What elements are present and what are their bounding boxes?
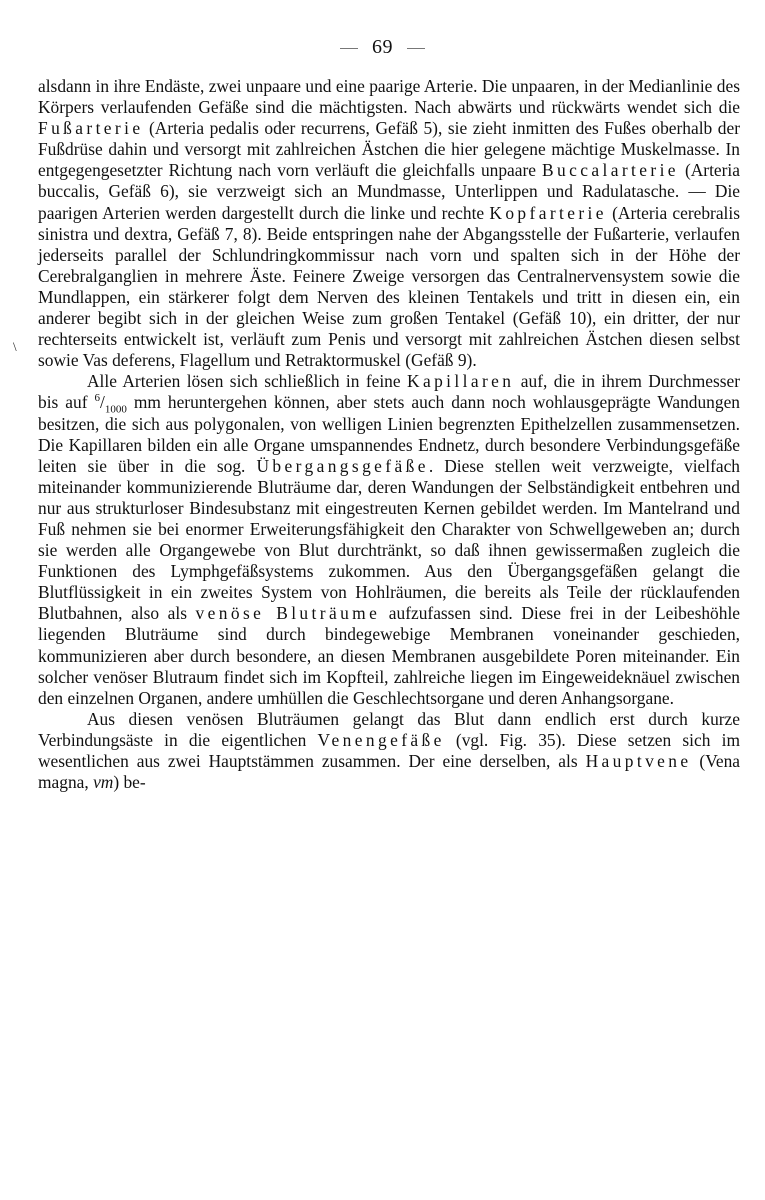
text-run: mm heruntergehen können, aber stets auch dann noch wohlausgeprägte Wandungen besitzen, die sich aus polygonalen, von welligen Linien begrenzten Epithelzellen zusammensetzen. Die Kapillaren bilden ein alle Organe umspannendes Endnetz, durch besondere Verbindungsgefäße leiten sie über in die sog. <box>38 392 740 476</box>
text-run: (Arteria pedalis oder recurrens, Gefäß 5), sie zieht inmitten des Fußes oberhalb der Fußdrüse dahin und versorgt mit zahlreichen Ästchen die hier gelegene mächtige Muskelmasse. In entgegengesetzter Richtung nach vorn verläuft die gleichfalls unpaare <box>38 118 740 181</box>
text-run: (vgl. Fig. 35). Diese setzen sich im wesentlichen aus zwei Hauptstämmen zusammen. Der eine derselben, als <box>38 729 740 771</box>
text-run: / <box>100 392 105 413</box>
text-run: aufzufassen sind. Diese frei in der Leibeshöhle liegenden Bluträume sind durch bindegewebige Membranen voneinander geschieden, kommunizieren aber durch besondere, an diesen Membranen ausgebildete Poren miteinander. Ein solcher venöser Blutraum findet sich im Kopfteil, zahlreiche liegen im Eingeweideknäuel zwischen den einzelnen Organen, andere umhüllen die Geschlechtsorgane und deren Anhangsorgane. <box>38 603 741 708</box>
text-run: . Diese stellen weit verzweigte, vielfach miteinander kommunizierende Bluträume dar, deren Wandungen der Selbständigkeit entbehren und nur aus strukturloser Bindesubstanz mit eingestreuten Kernen gebildet werden. Im Mantelrand und Fuß nehmen sie bei enormer Erweiterungsfähigkeit den Charakter von Schwellgeweben an; durch sie werden alle Organgewebe von Blut durchtränkt, so daß ihnen gewissermaßen zugleich die Funktionen des Lymphgefäßsystems zukommen. Aus den Übergangsgefäßen gelangt die Blutflüssigkeit in ein zweites System von Hohlräumen, die bereits als Teile der rücklaufenden Blutbahnen, also als <box>38 455 740 624</box>
spaced-term: Buccalarterie <box>542 160 679 181</box>
margin-mark: \ <box>13 339 17 354</box>
body-text <box>38 76 740 793</box>
text-run: (Arteria buccalis, Gefäß 6), sie verzweigt sich an Mundmasse, Unterlippen und Radulatasche. — Die paarigen Arterien werden dargestellt durch die linke und rechte <box>38 160 740 223</box>
text-run: (Arteria cerebralis sinistra und dextra, Gefäß 7, 8). Beide entspringen nahe der Abgangsstelle der Fußarterie, verlaufen jederseits parallel der Schlundringkommissur nach vorn und spalten sich in der Höhe der Cerebralganglien in mehrere Äste. Feinere Zweige versorgen das Centralnervensystem sowie die Mundlappen, ein stärkerer folgt dem Nerven des kleinen Tentakels und tritt in diesen ein, ein anderer begibt sich in der gleichen Weise zum großen Tentakel (Gefäß 10), ein dritter, der nur rechterseits entwickelt ist, verläuft zum Penis und versorgt mit zahlreichen Ästchen diesen selbst sowie Vas deferens, Flagellum und Retraktormuskel (Gefäß 9). <box>38 202 740 371</box>
fraction-denominator: 1000 <box>104 403 127 416</box>
text-run: auf, die in ihrem Durchmesser bis auf <box>38 371 740 413</box>
paragraph <box>38 76 740 371</box>
text-run: Aus diesen venösen Bluträumen gelangt das Blut dann endlich erst durch kurze Verbindungsäste in die eigentlichen <box>38 708 740 750</box>
spaced-term: Hauptvene <box>585 751 692 771</box>
fraction-numerator: 6 <box>94 392 100 405</box>
header-dash-left <box>340 48 358 49</box>
text-run: alsdann in ihre Endäste, zwei unpaare und eine paarige Arterie. Die unpaaren, in der Medianlinie des Körpers verlaufenden Gefäße sind die mächtigsten. Nach abwärts und rückwärts wendet sich die <box>38 76 740 118</box>
spaced-term: Fußarterie <box>38 118 144 139</box>
paragraph <box>38 371 740 709</box>
text-run: Alle Arterien lösen sich schließlich in feine <box>87 371 407 392</box>
text-run: ) be- <box>113 772 146 793</box>
header-dash-right <box>407 48 425 49</box>
page-header <box>0 32 765 62</box>
spaced-term: Kopfarterie <box>489 202 607 223</box>
italic-label: vm <box>93 772 114 793</box>
text-run: (Vena magna, <box>38 751 740 793</box>
paragraph <box>38 709 740 793</box>
spaced-term: venöse Bluträume <box>195 603 381 624</box>
spaced-term: Übergangsgefäße <box>256 455 429 476</box>
spaced-term: Kapillaren <box>407 371 515 392</box>
spaced-term: Venengefäße <box>317 729 445 750</box>
page-number: 69 <box>372 35 393 58</box>
